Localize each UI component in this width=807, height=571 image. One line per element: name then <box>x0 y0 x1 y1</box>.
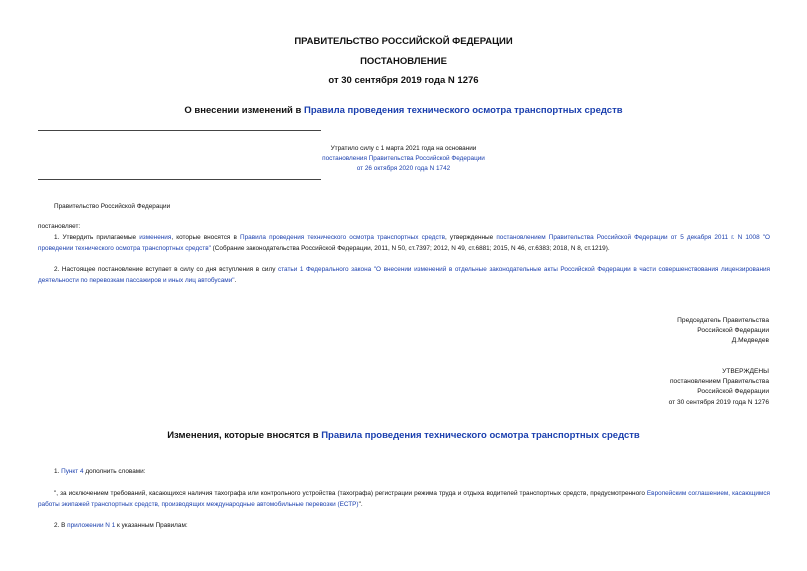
c2-text-2: к указанным Правилам: <box>115 522 188 529</box>
c2-text-1: 2. В <box>54 522 68 529</box>
document-title <box>0 105 807 116</box>
quote-text-1: ", за исключением требований, касающихся наличия тахографа или контрольного устройства (тахографа) регистрации режима труда и отдыха водителей транспортных средств, предусмотренного <box>54 490 647 497</box>
repeal-note <box>300 144 507 174</box>
government-rf-line: Правительство Российской Федерации <box>54 203 171 210</box>
decrees-line: постановляет: <box>38 223 81 230</box>
p1-text-2: , которые вносятся в <box>171 234 241 241</box>
repeal-decree-date-link[interactable]: от 26 октября 2020 года N 1742 <box>356 165 451 172</box>
approved-heading: УТВЕРЖДЕНЫ <box>722 368 769 375</box>
repeal-decree-link[interactable]: постановления Правительства Российской Федерации <box>322 155 485 162</box>
c1-text-1: 1. <box>54 468 62 475</box>
c1-point-4-link[interactable]: Пункт 4 <box>61 468 84 475</box>
c2-appendix-1-link[interactable]: приложении N 1 <box>67 522 116 529</box>
p1-text-1: 1. Утвердить прилагаемые <box>54 234 140 241</box>
signature-block <box>677 316 769 347</box>
p1-changes-link[interactable]: изменения <box>139 234 172 241</box>
change-quote <box>38 489 770 510</box>
paragraph-2 <box>38 265 770 286</box>
document-type: ПОСТАНОВЛЕНИЕ <box>360 56 447 67</box>
change-item-1 <box>38 467 770 478</box>
p2-text-2: . <box>234 276 237 284</box>
p2-text-1: 2. Настоящее постановление вступает в силу со дня вступления в силу <box>54 266 278 273</box>
document-date-number: от 30 сентября 2019 года N 1276 <box>328 75 479 86</box>
p2-federal-law-link[interactable]: статьи 1 Федерального закона "О внесении изменений в отдельные законодательные акты Российской Федерации в части совершенствования лицензирования деятельности по перевозкам пассажиров и иных лиц автобусами" <box>38 266 770 284</box>
signature-title: Председатель Правительства <box>677 317 769 324</box>
signature-name: Д.Медведев <box>731 337 769 345</box>
change-item-2 <box>38 521 770 532</box>
approved-date-number: от 30 сентября 2019 года N 1276 <box>668 398 769 406</box>
note-rule-top <box>38 130 321 131</box>
changes-title <box>0 430 807 441</box>
repeal-note-text: Утратило силу с 1 марта 2021 года на основании <box>330 145 477 152</box>
title-prefix: О внесении изменений в <box>184 105 304 116</box>
changes-title-rules-link[interactable]: Правила проведения технического осмотра транспортных средств <box>321 430 640 441</box>
title-rules-link[interactable]: Правила проведения технического осмотра транспортных средств <box>304 105 623 116</box>
changes-title-prefix: Изменения, которые вносятся в <box>167 430 322 441</box>
p1-text-3: , утвержденные <box>444 234 497 241</box>
paragraph-1 <box>38 233 770 254</box>
quote-estr-link[interactable]: Европейским соглашением, касающимся работы экипажей транспортных средств, производящих международные автомобильные перевозки (ЕСТР) <box>38 490 770 508</box>
p1-rules-link[interactable]: Правила проведения технического осмотра транспортных средств <box>240 234 445 241</box>
government-heading: ПРАВИТЕЛЬСТВО РОССИЙСКОЙ ФЕДЕРАЦИИ <box>294 36 513 47</box>
approved-block <box>669 367 769 408</box>
quote-text-2: ". <box>358 500 363 508</box>
note-rule-bottom <box>38 179 321 180</box>
approved-line-3: Российской Федерации <box>697 388 769 396</box>
approved-line-2: постановлением Правительства <box>669 378 769 386</box>
p1-decree-1008-link[interactable]: постановлением Правительства Российской Федерации от 5 декабря 2011 г. N 1008 "О проведении технического осмотра транспортных средств" <box>38 234 770 252</box>
signature-country: Российской Федерации <box>697 327 769 335</box>
c1-text-2: дополнить словами: <box>83 468 146 475</box>
p1-text-4: (Собрание законодательства Российской Федерации, 2011, N 50, ст.7397; 2012, N 49, ст.6881; 2015, N 46, ст.6383; 2018, N 8, ст.1219). <box>210 244 610 252</box>
